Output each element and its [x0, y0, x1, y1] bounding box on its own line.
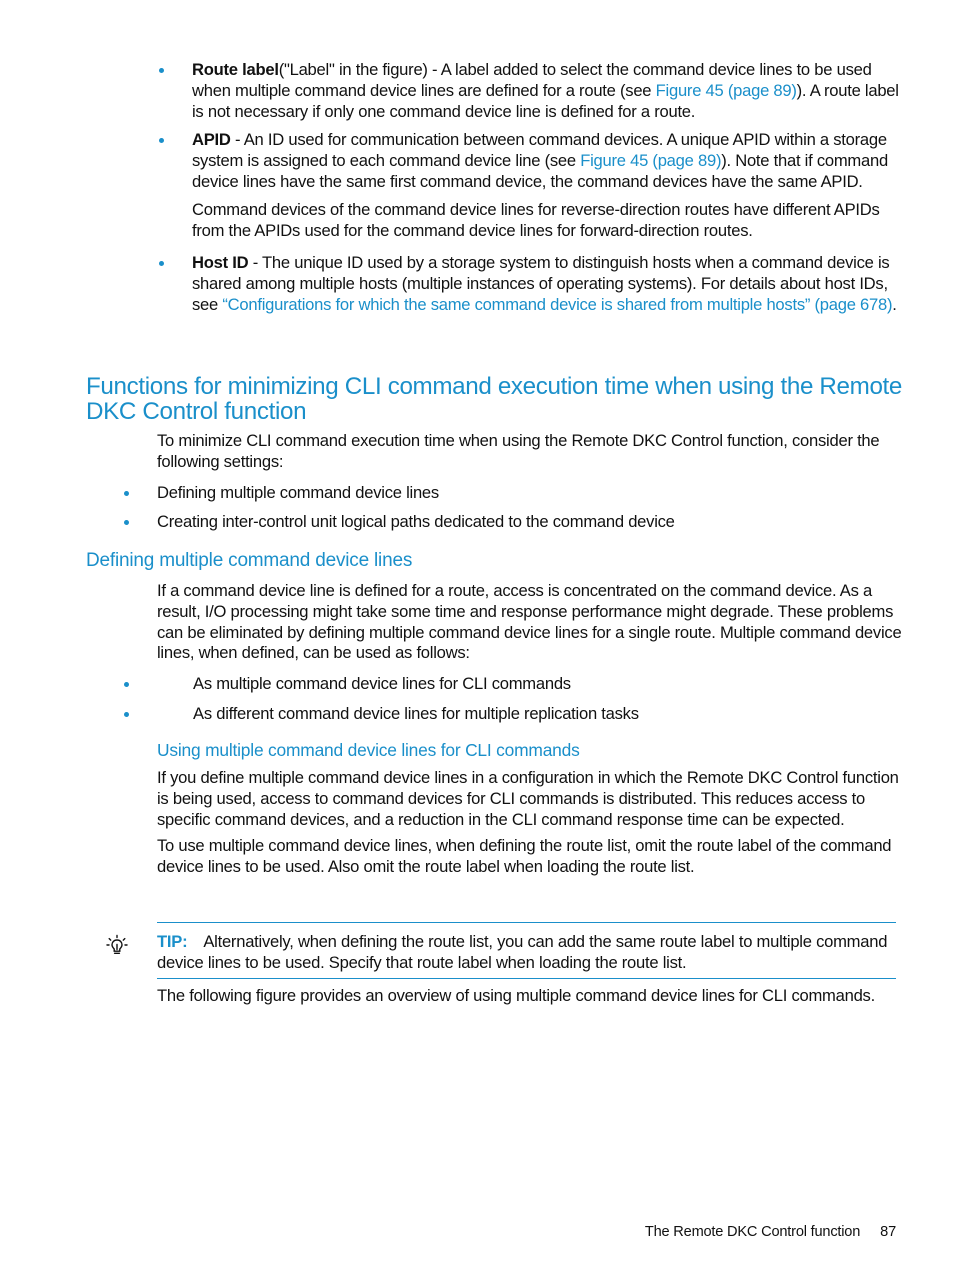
subsection-block [157, 581, 902, 734]
definition-text: - An ID used for communication between command devices. A unique APID within a storage system is assigned to each command device line (see [192, 130, 887, 171]
bullet-icon [124, 712, 129, 717]
subsubsection-paragraph-1: If you define multiple command device lines in a configuration in which the Remote DKC Control function is being used, access to command devices for CLI commands is distributed. This reduces access to specific command devices, and a reduction in the CLI command response time can be expected. [157, 768, 899, 829]
footer-title: The Remote DKC Control function [644, 1224, 861, 1240]
list-item-text: As different command device lines for multiple replication tasks [193, 703, 639, 723]
bullet-icon [124, 491, 129, 496]
definition-text: . [892, 294, 897, 314]
page-number: 87 [880, 1224, 896, 1240]
bullet-icon [159, 261, 164, 266]
definition-text: ("Label" in the figure) - A label added to select the command device lines to be used when multiple command device lines are defined for a route (see [192, 60, 872, 100]
bullet-icon [124, 682, 129, 687]
page-footer [645, 1222, 896, 1242]
subheading: Defining multiple command device lines [86, 550, 413, 571]
subsection-paragraph: If a command device line is defined for a route, access is concentrated on the command device. As a result, I/O processing might take some time and response performance might degrade. These problems can be eliminated by defining multiple command device lines for a single route. Multiple command device lines, when defined, can be used as follows: [157, 581, 902, 663]
section-bullet-list [121, 483, 902, 534]
list-item [121, 512, 902, 533]
bullet-icon [159, 138, 164, 143]
section-intro-block [157, 431, 902, 542]
tip-text: Alternatively, when defining the route list, you can add the same route label to multiple command device lines to be used. Specify that route label when loading the route list. [157, 932, 888, 972]
configurations-link[interactable]: “Configurations for which the same command device is shared from multiple hosts” (page 678) [222, 294, 893, 314]
list-item-text: Creating inter-control unit logical paths dedicated to the command device [157, 512, 675, 532]
list-item [121, 674, 902, 695]
list-item-text: Defining multiple command device lines [157, 482, 439, 502]
apid-note-paragraph: Command devices of the command device lines for reverse-direction routes have different APIDs from the APIDs used for the command device lines for forward-direction routes. [192, 199, 880, 240]
lightbulb-icon [106, 934, 128, 958]
list-item [156, 130, 901, 241]
bullet-icon [124, 520, 129, 525]
subsubheading: Using multiple command device lines for CLI commands [157, 740, 580, 760]
list-item [156, 253, 901, 315]
definition-bullet-list [156, 60, 901, 324]
bullet-icon [159, 68, 164, 73]
list-item [156, 60, 901, 122]
term-apid: APID [192, 130, 231, 150]
term-route-label: Route label [192, 60, 279, 79]
section-heading: Functions for minimizing CLI command execution time when using the Remote DKC Control function [86, 373, 903, 425]
term-host-id: Host ID [192, 253, 249, 273]
subsubsection-paragraph-2: To use multiple command device lines, when defining the route list, omit the route label of the command device lines to be used. Also omit the route label when loading the route list. [157, 836, 892, 877]
list-item [121, 704, 902, 725]
list-item-text: As multiple command device lines for CLI commands [193, 674, 571, 694]
subsubsection-block [157, 768, 902, 878]
definition-text: - The unique ID used by a storage system to distinguish hosts when a command device is shared among multiple hosts (multiple instances of operating systems). For details about host IDs, see [192, 253, 890, 314]
definition-text: ). Note that if command device lines have the same first command device, the command devices have the same APID. [192, 151, 888, 191]
closing-paragraph: The following figure provides an overview of using multiple command device lines for CLI commands. [157, 986, 875, 1005]
section-intro-paragraph: To minimize CLI command execution time when using the Remote DKC Control function, consider the following settings: [157, 431, 880, 471]
closing-block [157, 986, 902, 1007]
figure-link[interactable]: Figure 45 (page 89) [655, 80, 797, 100]
tip-label: TIP: [157, 932, 188, 951]
tip-box [157, 922, 896, 979]
subsection-bullet-list [157, 674, 902, 725]
definition-text: ). A route label is not necessary if only one command device line is defined for a route. [192, 80, 899, 121]
figure-link[interactable]: Figure 45 (page 89) [580, 151, 722, 171]
list-item [121, 483, 902, 504]
tip-content [157, 932, 892, 974]
